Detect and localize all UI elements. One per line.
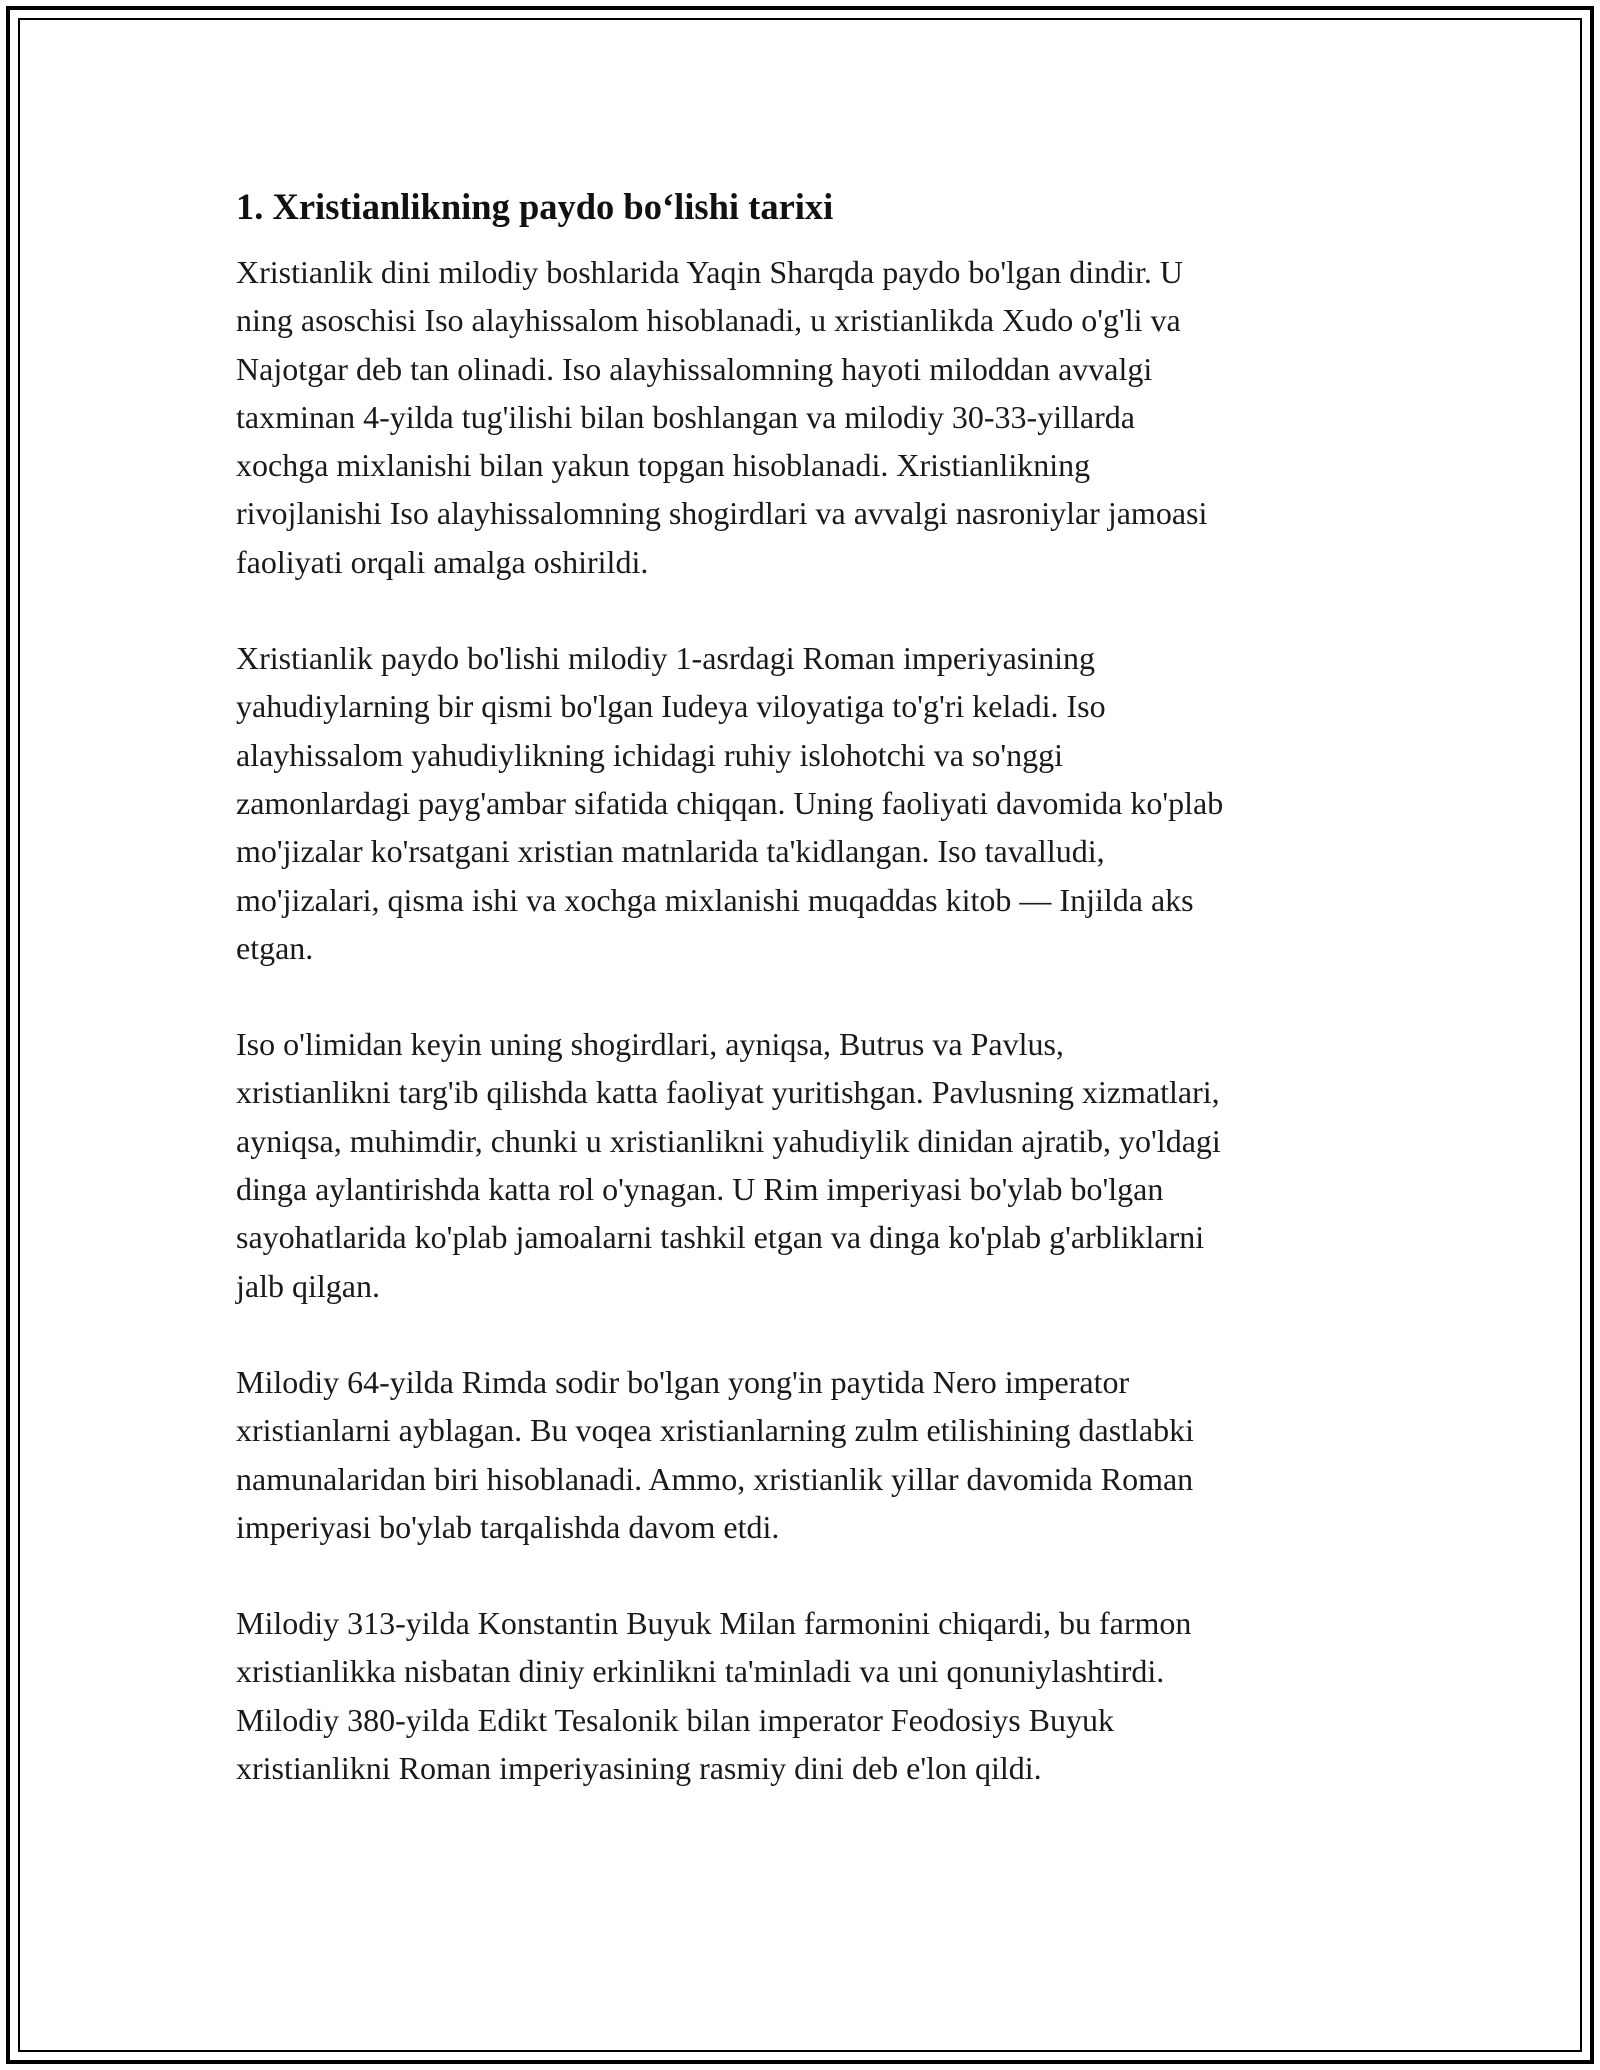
paragraph-2 [236,634,1386,972]
text-line: Milodiy 380-yilda Edikt Tesalonik bilan imperator Feodosiys Buyuk [236,1701,1114,1738]
text-line: Xristianlik dini milodiy boshlarida Yaqin Sharqda paydo bo'lgan dindir. U [236,254,1184,290]
text-line: xristianlikka nisbatan diniy erkinlikni ta'minladi va uni qonuniylashtirdi. [236,1653,1165,1690]
paragraph-4 [236,1358,1386,1551]
text-line: ayniqsa, muhimdir, chunki u xristianlikni yahudiylik dinidan ajratib, yo'ldagi [236,1122,1221,1159]
text-line: imperiyasi bo'ylab tarqalishda davom etdi. [236,1508,780,1545]
text-line: namunalaridan biri hisoblanadi. Ammo, xristianlik yillar davomida Roman [236,1460,1194,1497]
text-line: Iso o'limidan keyin uning shogirdlari, ayniqsa, Butrus va Pavlus, [236,1026,1064,1063]
text-line: xristianlikni Roman imperiyasining rasmiy dini deb e'lon qildi. [236,1750,1042,1787]
text-line: etgan. [236,929,314,966]
text-line: Milodiy 313-yilda Konstantin Buyuk Milan farmonini chiqardi, bu farmon [236,1605,1192,1642]
text-line: mo'jizalar ko'rsatgani xristian matnlarida ta'kidlangan. Iso tavalludi, [236,833,1105,870]
text-line: faoliyati orqali amalga oshirildi. [236,543,649,580]
text-line: yahudiylarning bir qismi bo'lgan Iudeya viloyatiga to'g'ri keladi. Iso [236,688,1106,725]
text-line: xristianlarni ayblagan. Bu voqea xristianlarning zulm etilishining dastlabki [236,1412,1195,1449]
text-line: Najotgar deb tan olinadi. Iso alayhissalomning hayoti miloddan avvalgi [236,350,1153,387]
text-line: ning asoschisi Iso alayhissalom hisoblanadi, u xristianlikda Xudo o'g'li va [236,302,1181,339]
document-body [236,185,1386,1840]
paragraph-5 [236,1599,1386,1792]
text-line: rivojlanishi Iso alayhissalomning shogirdlari va avvalgi nasroniylar jamoasi [236,495,1208,532]
paragraph-1 [236,248,1386,586]
text-line: Xristianlik paydo bo'lishi milodiy 1-asrdagi Roman imperiyasining [236,640,1095,677]
text-line: taxminan 4-yilda tug'ilishi bilan boshlangan va milodiy 30-33-yillarda [236,398,1135,435]
text-line: sayohatlarida ko'plab jamoalarni tashkil etgan va dinga ko'plab g'arbliklarni [236,1219,1205,1256]
text-line: xochga mixlanishi bilan yakun topgan hisoblanadi. Xristianlikning [236,447,1091,484]
paragraph-3 [236,1020,1386,1310]
text-line: alayhissalom yahudiylikning ichidagi ruhiy islohotchi va so'nggi [236,736,1063,773]
text-line: jalb qilgan. [236,1267,380,1304]
text-line: zamonlardagi payg'ambar sifatida chiqqan. Uning faoliyati davomida ko'plab [236,784,1224,821]
text-line: xristianlikni targ'ib qilishda katta faoliyat yuritishgan. Pavlusning xizmatlari, [236,1074,1220,1111]
text-line: mo'jizalari, qisma ishi va xochga mixlanishi muqaddas kitob — Injilda aks [236,881,1194,918]
section-heading: 1. Xristianlikning paydo bo‘lishi tarixi [236,186,834,227]
text-line: Milodiy 64-yilda Rimda sodir bo'lgan yong'in paytida Nero imperator [236,1363,1130,1400]
text-line: dinga aylantirishda katta rol o'ynagan. U Rim imperiyasi bo'ylab bo'lgan [236,1171,1164,1208]
